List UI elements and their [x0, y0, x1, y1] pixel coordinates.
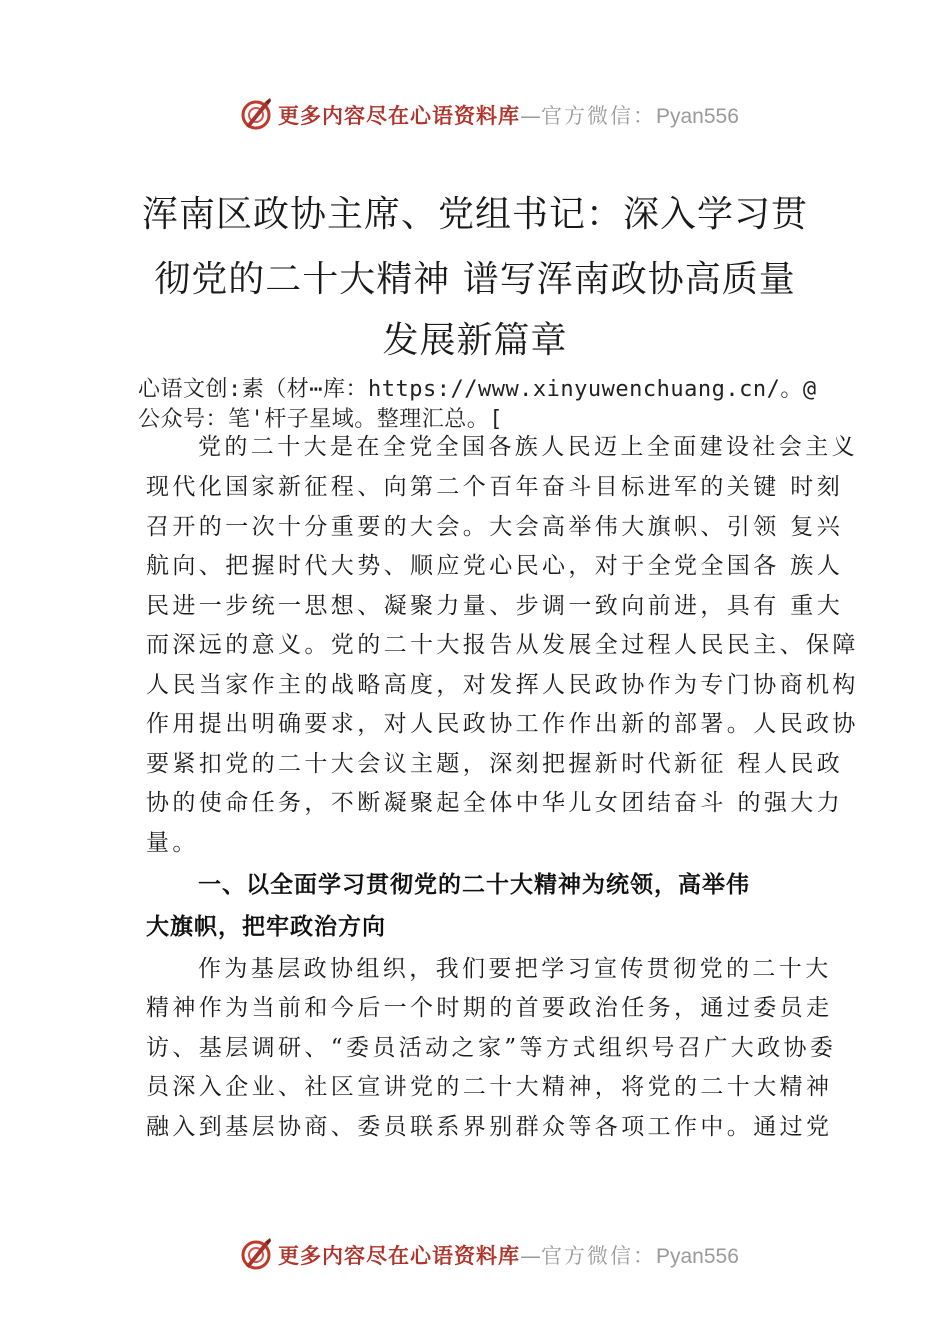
title-line-3: 发展新篇章	[382, 320, 568, 361]
title-line-1: 浑南区政协主席、党组书记：深入学习贯	[141, 194, 808, 235]
brush-logo-icon	[238, 96, 274, 132]
source-line-1: 心语文创:素（材⋯库：https://www.xinyuwenchuang.cn/。@	[138, 377, 817, 402]
banner-wechat-id: Pyan556	[656, 1245, 739, 1268]
paragraph1-line: 航向、把握时代大势、顺应党心民心，对于全党全国各 族人	[146, 553, 844, 579]
section-heading-line-2: 大旗帜，把牢政治方向	[146, 914, 386, 940]
paragraph1-line: 要紧扣党的二十大会议主题，深刻把握新时代新征 程人民政	[146, 751, 844, 777]
title-line-2: 彻党的二十大精神 谱写浑南政协高质量	[154, 259, 796, 300]
banner-wechat-id: Pyan556	[656, 105, 739, 128]
paragraph2-line: 精神作为当前和今后一个时期的首要政治任务，通过委员走	[146, 995, 833, 1021]
paragraph2-line: 员深入企业、社区宣讲党的二十大精神，将党的二十大精神	[146, 1074, 833, 1100]
paragraph1-line: 民进一步统一思想、凝聚力量、步调一致向前进，具有 重大	[146, 593, 844, 619]
banner-main-text: 更多内容尽在心语资料库	[278, 1243, 520, 1268]
banner-text	[278, 100, 739, 130]
paragraph1-line: 而深远的意义。党的二十大报告从发展全过程人民民主、保障	[146, 632, 859, 658]
brush-logo-icon	[238, 1236, 274, 1272]
paragraph2-line: 作为基层政协组织，我们要把学习宣传贯彻党的二十大	[198, 956, 832, 982]
paragraph1-line: 现代化国家新征程、向第二个百年奋斗目标进军的关键 时刻	[146, 474, 844, 500]
source-line-2: 公众号：笔'杆子星域。整理汇总。[	[138, 407, 503, 432]
banner-label: 官方微信：	[541, 1244, 656, 1268]
paragraph1-line: 协的使命任务，不断凝聚起全体中华儿女团结奋斗 的强大力	[146, 790, 844, 816]
banner-dash: —	[520, 104, 541, 128]
banner-dash: —	[520, 1244, 541, 1268]
banner-text	[278, 1240, 739, 1270]
paragraph1-line: 召开的一次十分重要的大会。大会高举伟大旗帜、引领 复兴	[146, 514, 844, 540]
footer-banner	[0, 1232, 950, 1276]
paragraph1-line: 人民当家作主的战略高度，对发挥人民政协作为专门协商机构	[146, 672, 859, 698]
banner-main-text: 更多内容尽在心语资料库	[278, 103, 520, 128]
paragraph1-line: 党的二十大是在全党全国各族人民迈上全面建设社会主义	[198, 434, 858, 460]
header-banner	[0, 92, 950, 136]
paragraph2-line: 访、基层调研、“委员活动之家”等方式组织号召广大政协委	[146, 1035, 837, 1061]
paragraph1-line: 量。	[146, 830, 199, 856]
section-heading-line-1: 一、以全面学习贯彻党的二十大精神为统领，高举伟	[198, 872, 750, 898]
paragraph1-line: 作用提出明确要求，对人民政协工作作出新的部署。人民政协	[146, 711, 859, 737]
paragraph2-line: 融入到基层协商、委员联系界别群众等各项工作中。通过党	[146, 1114, 833, 1140]
banner-label: 官方微信：	[541, 104, 656, 128]
